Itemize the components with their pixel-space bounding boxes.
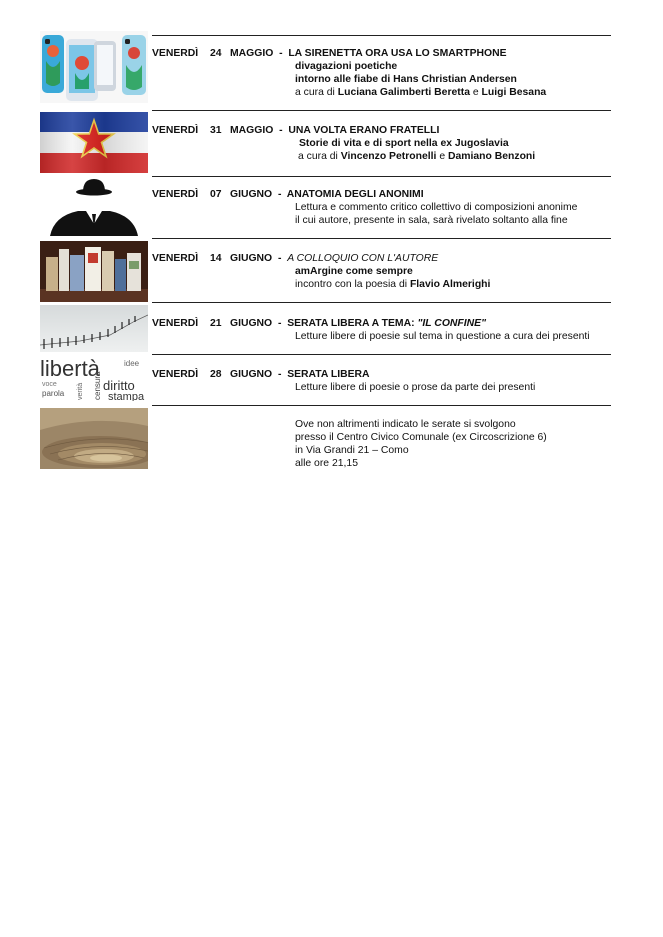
curator-name: Luigi Besana <box>481 87 547 98</box>
event-description <box>152 278 622 291</box>
curators-prefix: a cura di <box>298 151 338 162</box>
event-description: il cui autore, presente in sala, sarà rivelato soltanto alla fine <box>295 215 568 226</box>
curators-conjunction: e <box>472 87 479 98</box>
svg-text:diritto: diritto <box>103 378 135 393</box>
event-description: Letture libere di poesie o prose da parte dei presenti <box>295 382 536 393</box>
curator-name: Luciana Galimberti Beretta <box>337 87 470 98</box>
svg-text:verità: verità <box>77 382 84 400</box>
thumbnail-border-fence <box>40 305 148 352</box>
event-date-number: 14 <box>210 253 222 264</box>
event-subtitle: amArgine come sempre <box>295 266 413 277</box>
thumbnail-yugoslav-flag <box>40 112 148 173</box>
event-title: A COLLOQUIO CON L'AUTORE <box>287 253 439 264</box>
event-theme: "IL CONFINE" <box>417 318 486 329</box>
event-title: ANATOMIA DEGLI ANONIMI <box>286 189 424 200</box>
event-row <box>152 368 622 394</box>
event-date-number: 31 <box>210 125 222 136</box>
event-dash: - <box>279 48 283 59</box>
curator-name: Vincenzo Petronelli <box>340 151 437 162</box>
event-subtitle: Storie di vita e di sport nella ex Jugoslavia <box>299 138 509 149</box>
event-curators <box>152 150 622 163</box>
event-month: MAGGIO <box>230 48 274 59</box>
thumbnail-books <box>40 241 148 302</box>
event-month: GIUGNO <box>230 253 273 264</box>
event-title: SERATA LIBERA <box>287 369 370 380</box>
event-date-number: 07 <box>210 189 222 200</box>
event-month: GIUGNO <box>230 189 273 200</box>
venue-info <box>152 418 622 470</box>
event-header <box>152 252 622 265</box>
thumbnail-amphitheatre <box>40 408 148 469</box>
event-day: VENERDÌ <box>152 189 199 200</box>
event-day: VENERDÌ <box>152 318 199 329</box>
event-header <box>152 124 622 137</box>
curators-prefix: a cura di <box>295 87 335 98</box>
venue-line: Ove non altrimenti indicato le serate si svolgono <box>295 419 516 430</box>
event-description: Lettura e commento critico collettivo di composizioni anonime <box>295 202 578 213</box>
event-header <box>152 317 622 330</box>
svg-text:idee: idee <box>124 359 140 368</box>
event-subtitle: intorno alle fiabe di Hans Christian Andersen <box>295 74 517 85</box>
separator-rule <box>152 35 611 36</box>
event-month: GIUGNO <box>230 318 273 329</box>
venue-line: presso il Centro Civico Comunale (ex Circoscrizione 6) <box>295 432 547 443</box>
event-title: UNA VOLTA ERANO FRATELLI <box>288 125 440 136</box>
event-description: Letture libere di poesie sul tema in questione a cura dei presenti <box>295 331 590 342</box>
event-date-number: 24 <box>210 48 222 59</box>
svg-text:parola: parola <box>42 389 65 398</box>
event-dash: - <box>279 125 283 136</box>
event-header <box>152 47 622 60</box>
event-day: VENERDÌ <box>152 253 199 264</box>
event-month: MAGGIO <box>230 125 274 136</box>
curator-name: Damiano Benzoni <box>447 151 536 162</box>
thumbnail-liberta-wordcloud <box>40 356 148 401</box>
description-prefix: incontro con la poesia di <box>295 279 408 290</box>
event-title: SERATA LIBERA A TEMA: <box>287 318 415 329</box>
event-row <box>152 188 622 227</box>
separator-rule <box>152 405 611 406</box>
event-row <box>152 124 622 163</box>
event-day: VENERDÌ <box>152 369 199 380</box>
separator-rule <box>152 354 611 355</box>
event-date-number: 21 <box>210 318 222 329</box>
event-dash: - <box>277 189 282 200</box>
author-name: Flavio Almerighi <box>409 279 491 290</box>
event-title: LA SIRENETTA ORA USA LO SMARTPHONE <box>288 48 507 59</box>
event-dash: - <box>277 369 282 380</box>
separator-rule <box>152 302 611 303</box>
event-row <box>152 317 622 343</box>
event-day: VENERDÌ <box>152 125 199 136</box>
event-dash: - <box>277 253 282 264</box>
separator-rule <box>152 238 611 239</box>
event-row <box>152 252 622 291</box>
thumbnail-phone-cases <box>40 31 148 103</box>
separator-rule <box>152 176 611 177</box>
venue-time: alle ore 21,15 <box>295 458 358 469</box>
separator-rule <box>152 110 611 111</box>
event-row <box>152 47 622 99</box>
event-subtitle: divagazioni poetiche <box>295 61 398 72</box>
event-dash: - <box>277 318 282 329</box>
thumbnail-anonymous-man <box>40 178 148 236</box>
svg-text:stampa: stampa <box>108 391 145 401</box>
venue-address: in Via Grandi 21 – Como <box>295 445 409 456</box>
curators-conjunction: e <box>439 151 446 162</box>
svg-text:libertà: libertà <box>40 356 100 381</box>
event-curators <box>152 86 622 99</box>
event-header <box>152 188 622 201</box>
svg-text:voce: voce <box>42 381 57 388</box>
event-header <box>152 368 622 381</box>
event-month: GIUGNO <box>230 369 273 380</box>
svg-text:censura: censura <box>93 371 102 400</box>
event-date-number: 28 <box>210 369 222 380</box>
event-day: VENERDÌ <box>152 48 199 59</box>
